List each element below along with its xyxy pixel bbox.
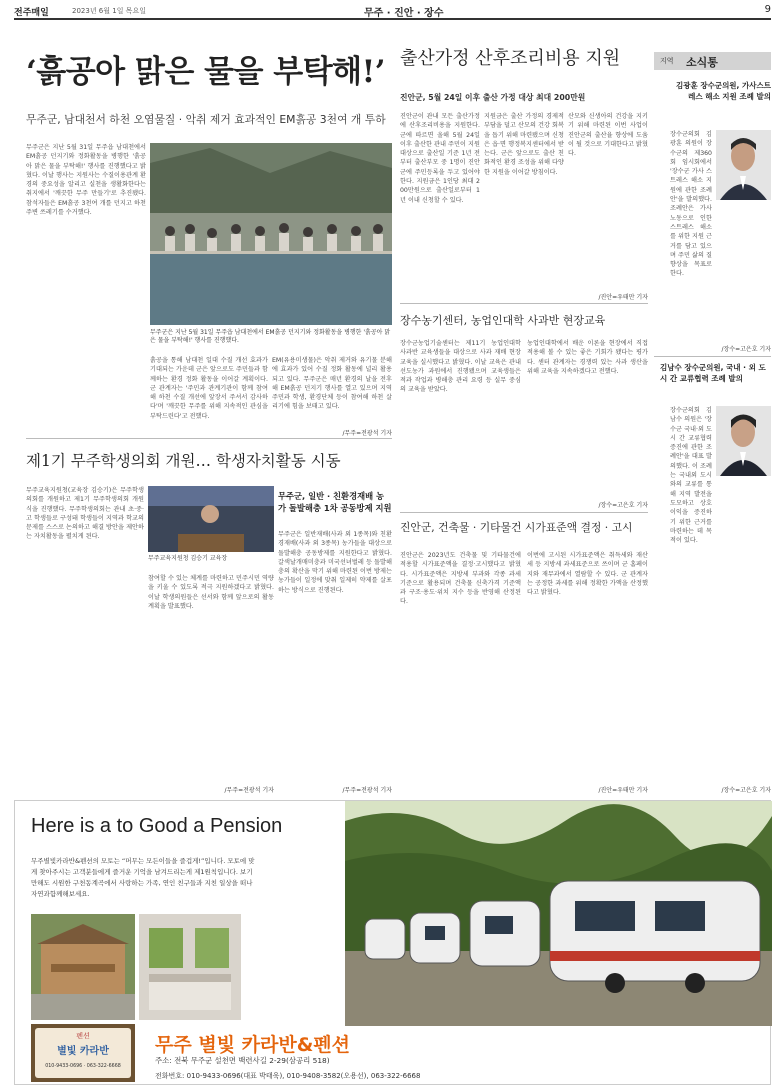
sidebar-p1-text-cont [670, 206, 771, 342]
sign-phone: 010-9433-0696 · 063-322-6668 [45, 1064, 121, 1069]
jangsu-col-2: 농업인대학에서 배운 이론을 현장에서 직접 적용해 볼 수 있는 좋은 기회가 됐다는 평가다. 센터 관계자는 경쟁력 있는 사과 생산을 위해 교육을 지속하겠다고 전했다. [527, 340, 648, 375]
photo-room-interior [139, 914, 241, 1020]
photo-caravans [345, 801, 772, 1026]
sidebar-p1-photo [716, 130, 771, 200]
lead-photo-caption: 무주군은 지난 5월 31일 무주읍 남대천에서 EM흙공 던지기와 정화활동을 병행한 '흙공아 맑은 물을 부탁해!' 행사를 진행했다. [150, 329, 391, 345]
issue-date: 2023년 6월 1일 목요일 [72, 7, 146, 15]
postnatal-byline: /진안=우태만 기자 [598, 294, 648, 301]
ad-photo-pavilion [31, 914, 135, 1020]
lead-photo [150, 143, 392, 325]
photo-riverside-event [150, 143, 392, 325]
divider-jangsu [400, 303, 648, 304]
sidebar-p2-text: 장수군의회 김남수 의원은 '장수군 국내·외 도시 간 교류협력 증진에 관한 조례안'을 대표 발의했다. 이 조례는 국내외 도시와의 교류를 통해 지역 발전을 도모하고 상호 이익을 증진하기 위한 근거를 마련하는 데 목적이 있다. [670, 407, 712, 545]
paper-name: 전주매일 [14, 8, 49, 18]
postnatal-subhead: 진안군, 5월 24일 이후 출산 가정 대상 최대 200만원 [400, 93, 586, 102]
lead-col-1: 무주군은 지난 5월 31일 무주읍 남대천에서 EM흙공 던지기와 정화활동을 병행한 '흙공아 맑은 물을 부탁해!' 행사를 진행했다고 밝혔다. 이날 행사는 지원사는 수질이용관계 환경의 중요성을 알리고 실천을 생활화한다는 취지에서 '깨끗한 무주 만들기'로 추진됐다. 참석자들은 EM흙공 3천여 개를 던지고 하천 주변 쓰레기를 수거했다. [26, 144, 146, 217]
divider-building [400, 512, 648, 513]
lead-col-2: 흙공을 통해 남대천 일대 수질 개선 효과가 기대되는 가운데 군은 앞으로도 주민들과 함께하는 환경 정화 활동을 이어갈 계획이다. 군 관계자는 '주민과 관계기관이 함께 참여해 하천 수질 개선에 앞장서 주셔서 감사하다'며 '깨끗한 무주를 위해 지속적인 관심을 부탁드린다'고 전했다. [150, 357, 268, 420]
divider-student [26, 438, 392, 439]
lead-subhead: 무주군, 남대천서 하천 오염물질 · 악취 제거 효과적인 EM흙공 3천여 개 투하 [26, 113, 386, 126]
ad-headline: Here is a to Good a Pension [31, 815, 283, 837]
building-headline: 진안군, 건축물 · 기타물건 시가표준액 결정 · 고시 [400, 521, 633, 534]
jangsu-headline: 장수농기센터, 농업인대학 사과반 현장교육 [400, 314, 606, 327]
jangsu-byline: /장수=고은호 기자 [598, 502, 648, 509]
lead-headline: ‘흙공아 맑은 물을 부탁해!’ [26, 54, 386, 90]
postnatal-col-2: 지원금은 출산 가정의 경제적 부담을 덜고 산모의 건강 회복을 돕기 위해 마련됐으며 신청은 읍·면 행정복지센터에서 받는다. 군은 앞으로도 출산 친화적인 환경 조성을 위해 다양한 지원을 이어갈 방침이다. [484, 113, 564, 176]
sign-main: 별빛 카라반 [57, 1046, 109, 1057]
student-headline: 제1기 무주학생의회 개원… 학생자치활동 시동 [26, 452, 341, 470]
section-name: 무주 · 진안 · 장수 [364, 8, 444, 19]
sign-top: 펜션 [76, 1032, 90, 1040]
sidebar-p1-heading: 김광훈 장수군의원, 가사스트레스 해소 지원 조례 발의 [675, 81, 771, 102]
portrait-council-member-2 [716, 406, 771, 476]
building-col-1: 진안군은 2023년도 건축물 및 기타물건에 적용할 시가표준액을 결정·고시했다고 밝혔다. 시가표준액은 지방세 부과와 각종 과세 기준으로 활용되며 건축물 신축가격 기준액과 구조·용도·위치 지수 등을 반영해 산정된다. [400, 552, 521, 606]
masthead [14, 4, 771, 20]
sidebar-p2-byline: /장수=고은호 기자 [721, 787, 771, 794]
postnatal-headline: 출산가정 산후조리비용 지원 [400, 48, 621, 69]
sidebar-p1-byline: /장수=고은호 기자 [721, 346, 771, 353]
ad-box [14, 800, 771, 1085]
lead-byline: /무주=전광석 기자 [342, 430, 392, 437]
sidebar-p2-heading: 김남수 장수군의원, 국내 · 외 도시 간 교류협력 조례 발의 [660, 363, 766, 384]
sidebar-p1-text: 장수군의회 김광훈 의원이 장수군의 제360회 임시회에서 '장수군 가사 스트레스 해소 지원에 관한 조례안'을 발의했다. 조례안은 가사노동으로 인한 스트레스 해소를 위한 지원 근거를 담고 있으며 주민 삶의 질 향상을 목표로 한다. [670, 131, 712, 278]
photo-superintendent [148, 486, 274, 552]
postnatal-col-1: 진안군이 관내 모든 출산가정에 산후조리비용을 지원한다. 군에 따르면 올해 5월 24일 이후 출산한 관내 주민이 지원대상으로 출산일 기준 1년 전부터 출산부모 중 1명이 진안군에 주민등록을 두고 있어야 한다. 지원금은 1인당 최대 200만원으로 출산일로부터 1년 이내 신청할 수 있다. [400, 113, 480, 204]
jangsu-col-1: 장수군농업기술센터는 제11기 농업인대학 사과반 교육생들을 대상으로 사과 재배 현장교육을 실시했다고 밝혔다. 이날 교육은 관내 선도농가 과원에서 진행됐으며 교육생들은 적과 작업과 병해충 관리 요령 등 실무 중심의 교육을 받았다. [400, 340, 521, 394]
student-col-2: 참여할 수 있는 체계를 마련하고 민주시민 역량을 키울 수 있도록 적극 지원하겠다고 밝혔다. 이날 학생의원들은 선서와 함께 앞으로의 활동 계획을 발표했다. [148, 575, 274, 610]
building-byline: /진안=우태만 기자 [598, 787, 648, 794]
student-photo-caption: 무주교육지원청 김승기 교육장 [148, 555, 228, 562]
student-byline: /무주=전광석 기자 [224, 787, 274, 794]
portrait-council-member-1 [716, 130, 771, 200]
sidebar-header [654, 52, 771, 70]
pest-body: 무주군은 일반재배(사과 외 1종목)와 친환경재배(사과 외 3종목) 농가들을 대상으로 돌발해충 공동방제를 지원한다고 밝혔다. 갈색날개매미충과 미국선녀벌레 등 돌발해충의 확산을 막기 위해 마련된 이번 방제는 농가들이 일정에 맞춰 일제히 약제를 살포하는 방식으로 진행된다. [278, 531, 392, 594]
sidebar-p2-photo [716, 406, 771, 476]
ad-photo-caravans [345, 801, 772, 1026]
sidebar-title: 소식통 [686, 56, 718, 69]
student-photo [148, 486, 274, 552]
lead-col-3: EM(유용미생물)은 악취 제거와 유기물 분해에 효과가 있어 수질 정화 활동에 널리 활용되고 있다. 무주군은 매년 환경의 날을 전후해 EM흙공 던지기 행사를 열고 있으며 지역 주민과 학생, 환경단체 등이 참여해 하천 살리기에 힘을 보태고 있다. [272, 357, 392, 411]
postnatal-col-3: 산모와 신생아의 건강을 지키기 위해 마련된 이번 사업이 진안군의 출산율 향상에 도움이 될 것으로 기대한다고 밝혔다. [568, 113, 648, 158]
pest-headline: 무주군, 일반 · 친환경재배 농가 돌발해충 1차 공동방제 지원 [278, 491, 392, 514]
ad-phone: 전화번호: 010-9433-0696(대표 박태욱), 010-9408-3582(오용선), 063-322-6668 [155, 1072, 421, 1080]
sidebar-label: 지역 [660, 57, 674, 65]
sign-board [35, 1028, 131, 1078]
divider-sidebar [654, 356, 771, 357]
ad-intro: 무주별빛카라반&펜션의 모토는 “머무는 모든이들을 즐겁게!”입니다. 모토에 맞게 찾아주시는 고객분들에게 즐거운 기억을 남겨드리는게 제1원칙입니다. 보기만해도 시원한 구천동계곡에서 사랑하는 가족, 연인 친구들과 지친 일상을 떠나 자연과함께해보세요. [31, 857, 255, 899]
ad-photo-room [139, 914, 241, 1020]
pest-byline: /무주=전광석 기자 [342, 787, 392, 794]
ad-sign [31, 1024, 135, 1082]
sidebar-p2-text-cont [670, 482, 771, 778]
student-col-1: 무주교육지원청(교육장 김승기)은 무주학생의회를 개원하고 제1기 무주학생의회 개원식을 진행했다. 무주학생의회는 관내 초·중·고 학생들로 구성돼 학생들이 지역과 학교의 문제를 스스로 논의하고 해결 방안을 제안하는 자치활동을 펼치게 된다. [26, 487, 144, 541]
photo-pavilion [31, 914, 135, 1020]
building-col-2: 이번에 고시된 시가표준액은 취득세와 재산세 등 지방세 과세표준으로 쓰이며 군 홈페이지와 재무과에서 열람할 수 있다. 군 관계자는 공정한 과세를 위해 정확한 가액을 산정했다고 밝혔다. [527, 552, 648, 597]
page-number: 9 [764, 4, 771, 15]
ad-address: 주소: 전북 무주군 설천면 백련사길 2-29(삼공리 518) [155, 1056, 330, 1065]
ad-business-name: 무주 별빛 카라반&펜션 [155, 1034, 350, 1056]
